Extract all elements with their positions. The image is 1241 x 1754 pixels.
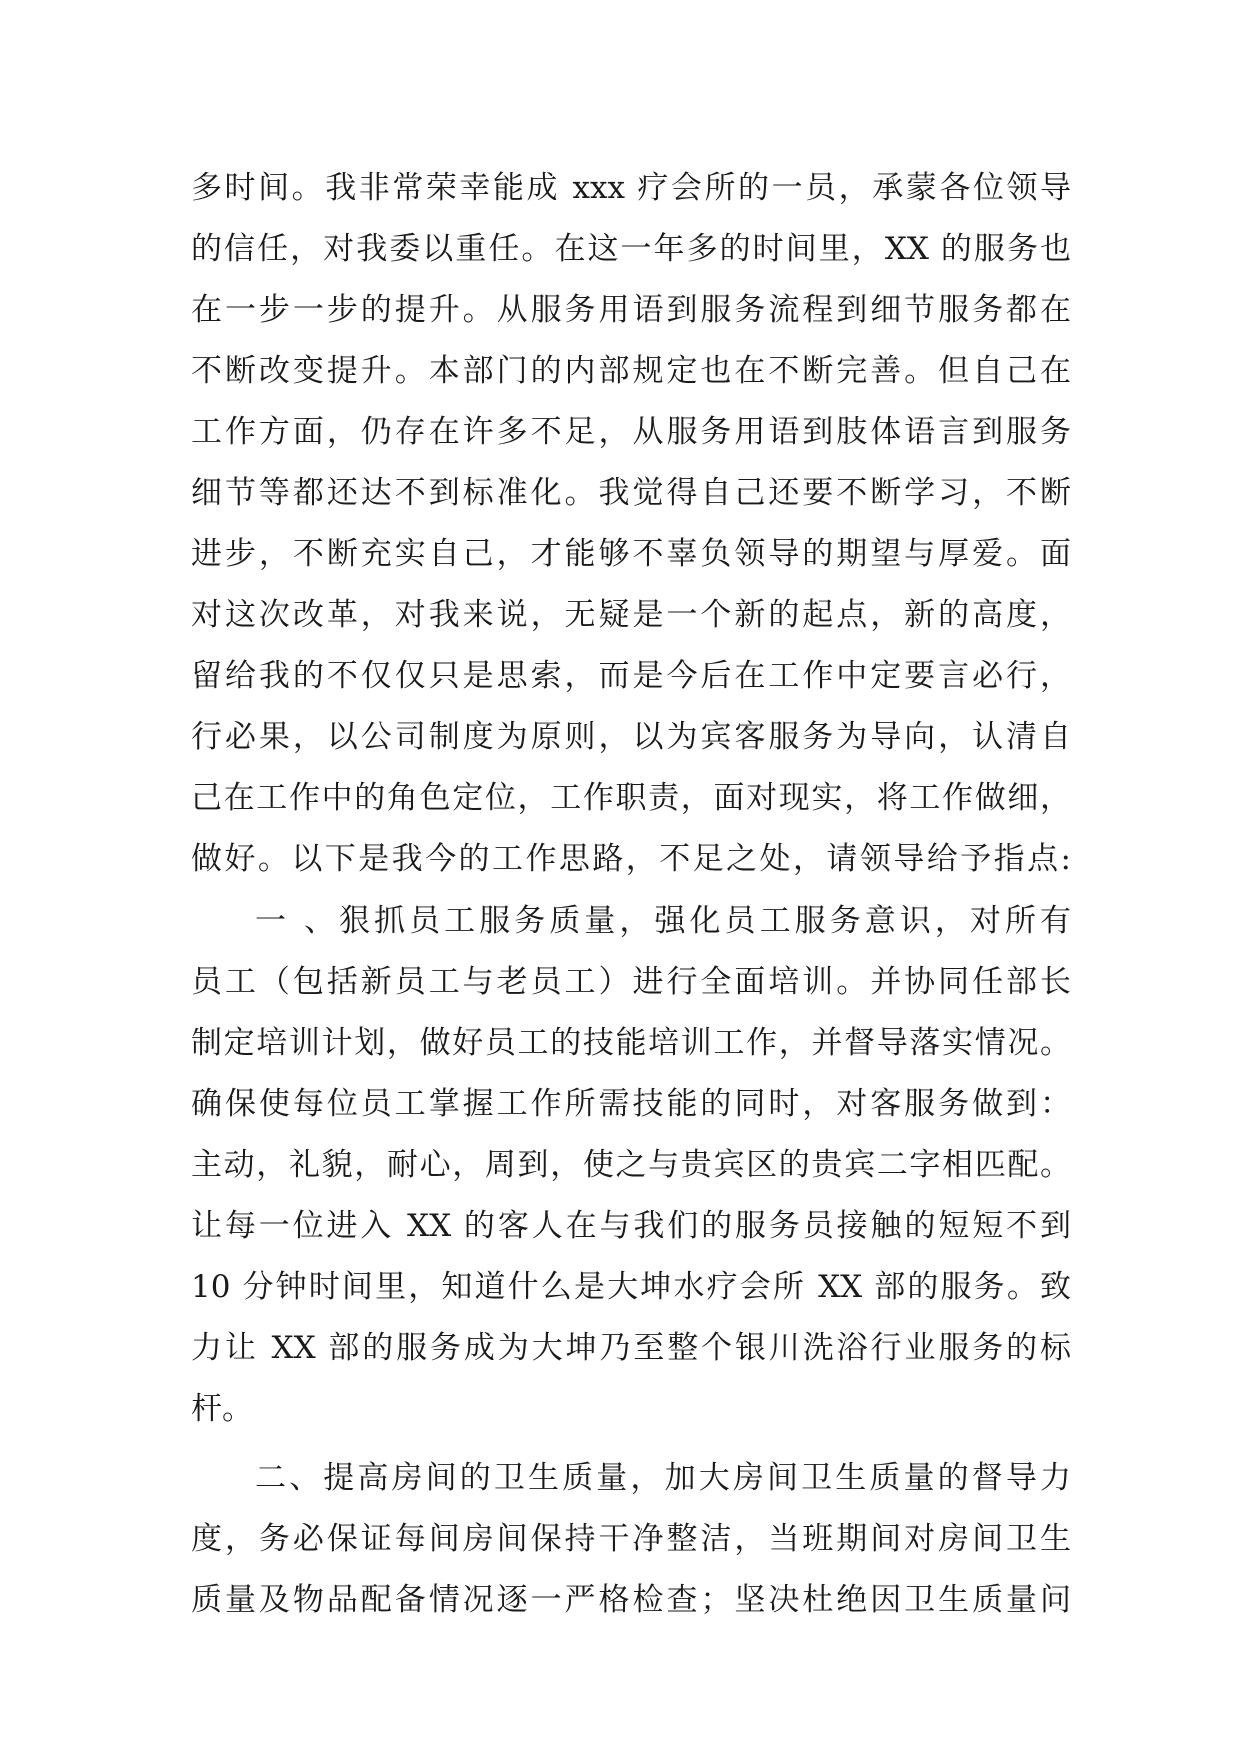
text-line: 制定培训计划，做好员工的技能培训工作，并督导落实情况。: [191, 1025, 1071, 1061]
text-line: 10 分钟时间里，知道什么是大坤水疗会所 XX 部的服务。致: [191, 1269, 1071, 1305]
paragraph-first-line: 二、提高房间的卫生质量，加大房间卫生质量的督导力: [255, 1460, 1071, 1496]
text-line: 度，务必保证每间房间保持干净整洁，当班期间对房间卫生: [191, 1521, 1071, 1557]
text-line: 力让 XX 部的服务成为大坤乃至整个银川洗浴行业服务的标: [191, 1330, 1071, 1366]
text-line: 多时间。我非常荣幸能成 xxx 疗会所的一员，承蒙各位领导: [191, 170, 1071, 206]
text-line: 做好。以下是我今的工作思路，不足之处，请领导给予指点:: [191, 841, 1071, 877]
text-line: 让每一位进入 XX 的客人在与我们的服务员接触的短短不到: [191, 1208, 1071, 1244]
text-line: 的信任，对我委以重任。在这一年多的时间里，XX 的服务也: [191, 231, 1071, 267]
text-line: 员工（包括新员工与老员工）进行全面培训。并协同任部长: [191, 964, 1071, 1000]
text-line: 行必果，以公司制度为原则，以为宾客服务为导向，认清自: [191, 719, 1071, 755]
text-line: 工作方面，仍存在许多不足，从服务用语到肢体语言到服务: [191, 414, 1071, 450]
text-line: 不断改变提升。本部门的内部规定也在不断完善。但自己在: [191, 353, 1071, 389]
text-line: 主动，礼貌，耐心，周到，使之与贵宾区的贵宾二字相匹配。: [191, 1147, 1071, 1183]
text-line: 杆。: [191, 1391, 253, 1427]
text-line: 留给我的不仅仅只是思索，而是今后在工作中定要言必行，: [191, 658, 1071, 694]
text-line: 对这次改革，对我来说，无疑是一个新的起点，新的高度，: [191, 597, 1071, 633]
text-line: 进步，不断充实自己，才能够不辜负领导的期望与厚爱。面: [191, 536, 1071, 572]
text-line: 在一步一步的提升。从服务用语到服务流程到细节服务都在: [191, 292, 1071, 328]
text-line: 己在工作中的角色定位，工作职责，面对现实，将工作做细，: [191, 780, 1071, 816]
text-line: 质量及物品配备情况逐一严格检查；坚决杜绝因卫生质量问: [191, 1582, 1071, 1618]
text-line: 细节等都还达不到标准化。我觉得自己还要不断学习，不断: [191, 475, 1071, 511]
text-line: 确保使每位员工掌握工作所需技能的同时，对客服务做到：: [191, 1086, 1071, 1122]
paragraph-first-line: 一 、狠抓员工服务质量，强化员工服务意识，对所有: [255, 903, 1071, 939]
